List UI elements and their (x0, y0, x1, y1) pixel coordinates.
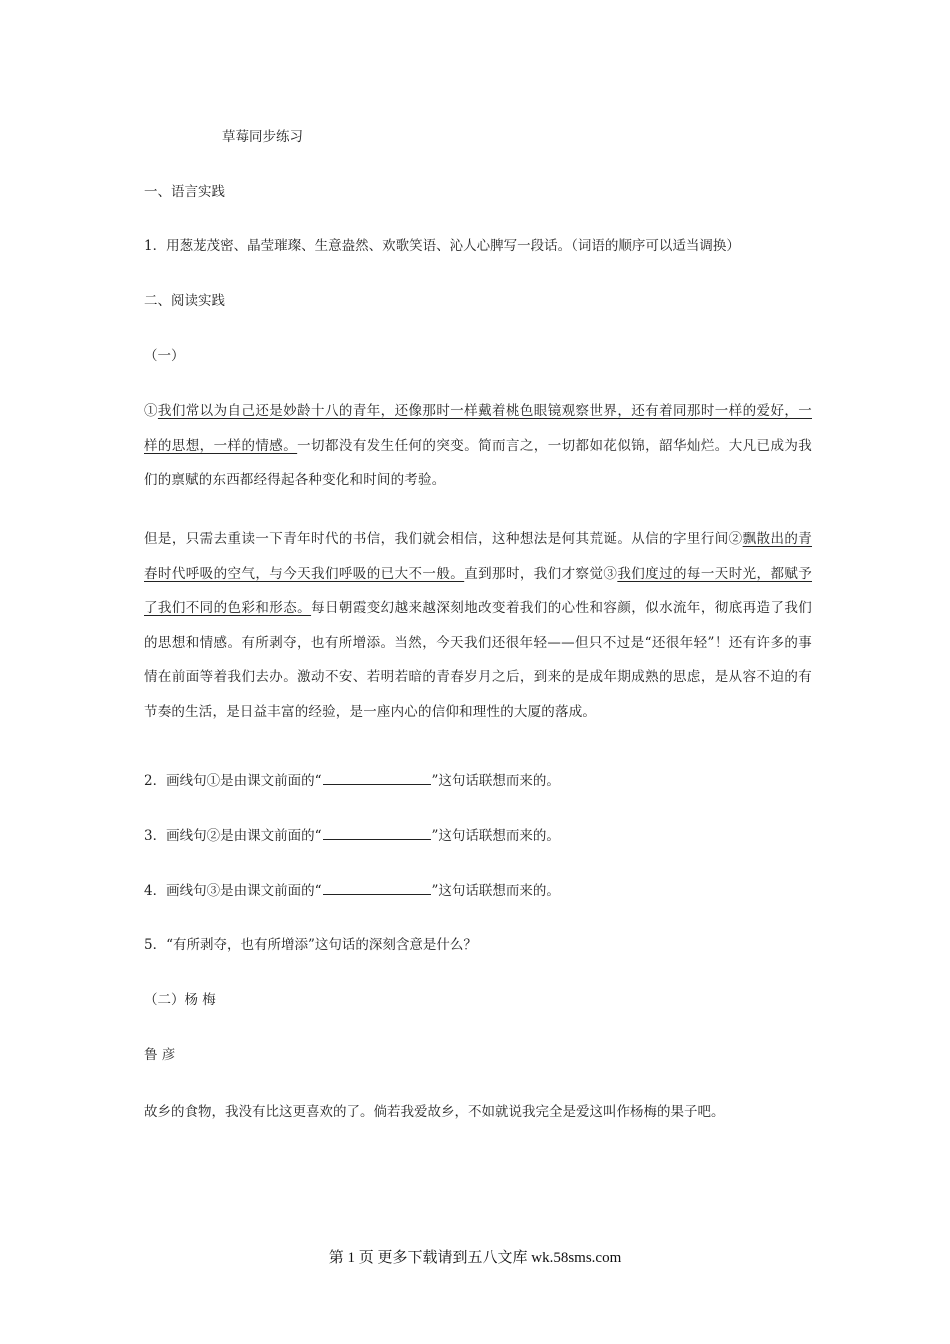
author-name: 鲁 彦 (144, 1047, 176, 1063)
answer-blank-2[interactable] (323, 770, 431, 785)
document-title: 草莓同步练习 (222, 129, 303, 145)
question-3-suffix: ”这句话联想而来的。 (431, 828, 560, 844)
question-4 (144, 880, 560, 901)
part-1-label: （一） (144, 348, 185, 364)
question-2-suffix: ”这句话联想而来的。 (431, 773, 560, 789)
answer-blank-3[interactable] (323, 825, 431, 840)
part-2-label: （二）杨 梅 (144, 992, 216, 1008)
reading-paragraph-1 (144, 394, 812, 498)
paragraph-2-intro: 但是，只需去重读一下青年时代的书信，我们就会相信，这种想法是何其荒诞。从信的字里行间② (144, 531, 743, 547)
question-3 (144, 825, 560, 846)
question-4-prefix: 4．画线句③是由课文前面的“ (144, 883, 322, 899)
paragraph-2-rest: 每日朝霞变幻越来越深刻地改变着我们的心性和容颜，似水流年，彻底再造了我们的思想和情感。有所剥夺，也有所增添。当然，今天我们还很年轻——但只不过是“还很年轻”！还有许多的事情在前面等着我们去办。激动不安、若明若暗的青春岁月之后，到来的是成年期成熟的思虑，是从容不迫的有节奏的生活，是日益丰富的经验，是一座内心的信仰和理性的大厦的落成。 (144, 600, 812, 720)
underlined-sentence-1: 我们常以为自己还是妙龄十八的青年，还像那时一样戴着桃色眼镜观察世界，还有着同那时一样的爱好，一样的思想，一样的情感。 (144, 403, 812, 454)
paragraph-1-rest: 一切都没有发生任何的突变。简而言之，一切都如花似锦，韶华灿烂。大凡已成为我们的禀赋的东西都经得起各种变化和时间的考验。 (144, 437, 812, 488)
sentence-marker-1: ① (144, 403, 158, 419)
section-heading-reading-practice: 二、阅读实践 (144, 293, 225, 309)
question-5: 5．“有所剥夺，也有所增添”这句话的深刻含意是什么？ (144, 937, 477, 953)
underlined-sentence-2: 飘散出的青春时代呼吸的空气，与今天我们呼吸的已大不一般。 (144, 531, 812, 582)
question-4-suffix: ”这句话联想而来的。 (431, 883, 560, 899)
answer-blank-4[interactable] (323, 880, 431, 895)
paragraph-2-middle: 直到那时，我们才察觉③ (464, 565, 618, 582)
question-3-prefix: 3．画线句②是由课文前面的“ (144, 828, 322, 844)
page-footer: 第 1 页 更多下载请到五八文库 wk.58sms.com (328, 1250, 622, 1266)
underlined-sentence-3: 我们度过的每一天时光，都赋予了我们不同的色彩和形态。 (144, 565, 812, 616)
question-2-prefix: 2．画线句①是由课文前面的“ (144, 773, 322, 789)
section-heading-language-practice: 一、语言实践 (144, 184, 225, 200)
question-1: 1．用葱茏茂密、晶莹璀璨、生意盎然、欢歌笑语、沁人心脾写一段话。（词语的顺序可以适当调换） (144, 238, 740, 254)
reading-paragraph-2 (144, 522, 812, 729)
question-2 (144, 770, 560, 791)
reading-paragraph-3: 故乡的食物，我没有比这更喜欢的了。倘若我爱故乡，不如就说我完全是爱这叫作杨梅的果子吧。 (144, 1104, 725, 1120)
